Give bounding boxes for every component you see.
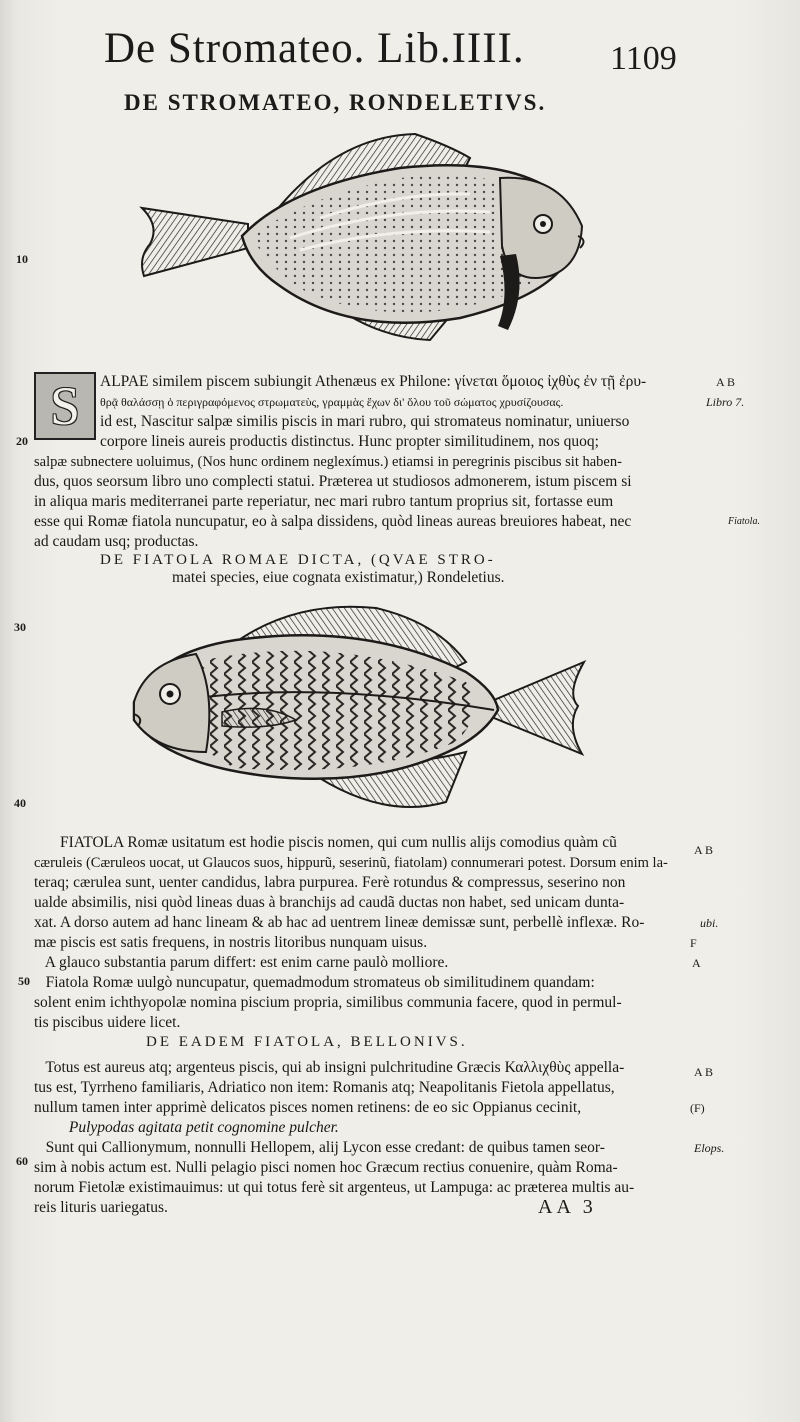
section-title-fiatola: DE FIATOLA ROMAE DICTA, (QVAE STRO- [100,552,496,568]
margin-f: F [690,936,697,950]
line-number-60: 60 [16,1154,28,1168]
section1-line-4: corpore lineis aureis productis distinctus. Hunc propter similitudinem, nos quoq; [100,433,599,450]
section3-line-5: Sunt qui Callionymum, nonnulli Hellopem, alij Lycon esse credant: de quibus tamen seor- [34,1139,605,1156]
section1-line-6: dus, quos seorsum libro uno complecti statui. Præterea ut studiosos admonerem, istum piscem si [34,473,632,490]
section2-line-4: ualde absimilis, nisi quòd lineas duas à branchijs ad caudã ductas non habet, sed unicam dunta- [34,894,625,911]
line-number-10: 10 [16,252,28,266]
margin-ubi: ubi. [700,916,719,930]
margin-f-paren: (F) [690,1101,705,1115]
drop-cap: S [34,372,96,440]
line-number-30: 30 [14,620,26,634]
line-number-20: 20 [16,434,28,448]
section2-line-7: A glauco substantia parum differt: est enim carne paulò molliore. [34,954,449,971]
signature-mark: AA 3 [538,1196,597,1218]
section2-line-6: mæ piscis est satis frequens, in nostris litoribus nunquam uisus. [34,934,428,951]
section1-line-9: ad caudam usq; productas. [34,533,199,550]
section3-line-7: norum Fietolæ existimauimus: ut qui totus ferè sit argenteus, ut Lampuga: ac præterea multis au- [34,1179,635,1196]
section-title-fiatola-line2: matei species, eiue cognata existimatur,) Rondeletius. [172,569,505,586]
section3-line-8: reis lituris uariegatus. [34,1199,168,1216]
section3-line-1: Totus est aureus atq; argenteus piscis, qui ab insigni pulchritudine Græcis Καλλιχθὺς appella- [34,1059,625,1076]
section3-line-2: tus est, Tyrrheno familiaris, Adriatico non item: Romanis atq; Neapolitanis Fietola appellatus, [34,1079,615,1096]
line-number-40: 40 [14,796,26,810]
section-title-bellonius: DE EADEM FIATOLA, BELLONIVS. [146,1034,468,1050]
running-head: De Stromateo. Lib.IIII. [104,25,525,72]
section1-line-1: ALPAE similem piscem subiungit Athenæus ex Philone: γίνεται ὅμοιος ἰχθὺς ἐν τῇ ἐρυ- [100,373,647,390]
margin-fiatola: Fiatola. [728,516,760,527]
margin-a: A [692,956,701,970]
section3-line-3: nullum tamen inter apprimè delicatos pisces nomen retinens: de eo sic Oppianus cecinit, [34,1099,582,1116]
margin-libro: Libro 7. [706,395,745,409]
margin-elops: Elops. [694,1141,725,1155]
section2-line-3: teraq; cærulea sunt, uenter candidus, labra purpurea. Ferè rotundus & compressus, seserino non [34,874,626,891]
section1-line-5: salpæ subnectere uoluimus, (Nos hunc ordinem neglexímus.) etiamsi in peregrinis piscibus sit haben- [34,454,622,470]
section2-line-8: Fiatola Romæ uulgò nuncupatur, quemadmodum stromateus ob similitudinem quandam: [34,974,595,991]
section2-line-1: FIATOLA Romæ usitatum est hodie piscis nomen, qui cum nullis alijs comodius quàm cũ [60,834,617,851]
section3-line-4: Pulypodas agitata petit cognomine pulcher. [34,1119,339,1136]
section1-line-2: θρᾷ θαλάσσῃ ὁ περιγραφόμενος στρωματεὺς, γραμμὰς ἔχων δι' ὅλου τοῦ σώματος χρυσίζουσας. [100,395,564,409]
line-number-50: 50 [18,974,30,988]
margin-ab-1: A B [716,375,736,389]
margin-ab-3: A B [694,1065,714,1079]
section-title-stromateo: DE STROMATEO, RONDELETIVS. [124,90,547,115]
stromateus-woodcut [130,126,590,356]
section1-line-3: id est, Nascitur salpæ similis piscis in mari rubro, qui stromateus nominatur, uniuerso [100,413,630,430]
fiatola-woodcut [126,602,596,820]
section3-line-6: sim à nobis actum est. Nulli pelagio pisci nomen hoc Græcum rectius conuenire, quàm Roma- [34,1159,618,1176]
page-number: 1109 [610,40,677,77]
section2-line-5: xat. A dorso autem ad hanc lineam & ab hac ad uentrem lineæ demissæ sunt, perbellè inflexæ. Ro- [34,914,645,931]
margin-ab-2: A B [694,843,714,857]
section2-line-10: tis piscibus uidere licet. [34,1014,181,1031]
section2-line-9: solent enim ichthyopolæ nomina piscium propria, similibus communia facere, quod in permul- [34,994,622,1011]
section1-line-8: esse qui Romæ fiatola nuncupatur, eo à salpa dissidens, quòd lineas aureas breuiores habeat, nec [34,513,632,530]
section2-line-2: cæruleis (Cæruleos uocat, ut Glaucos suos, hippurũ, seserinũ, fiatolam) connumerari potest. Dorsum enim la- [34,855,668,871]
section1-line-7: in aliqua maris mediterranei parte reperiatur, nec mari rubro tantum proprius sit, fortasse eum [34,493,614,510]
